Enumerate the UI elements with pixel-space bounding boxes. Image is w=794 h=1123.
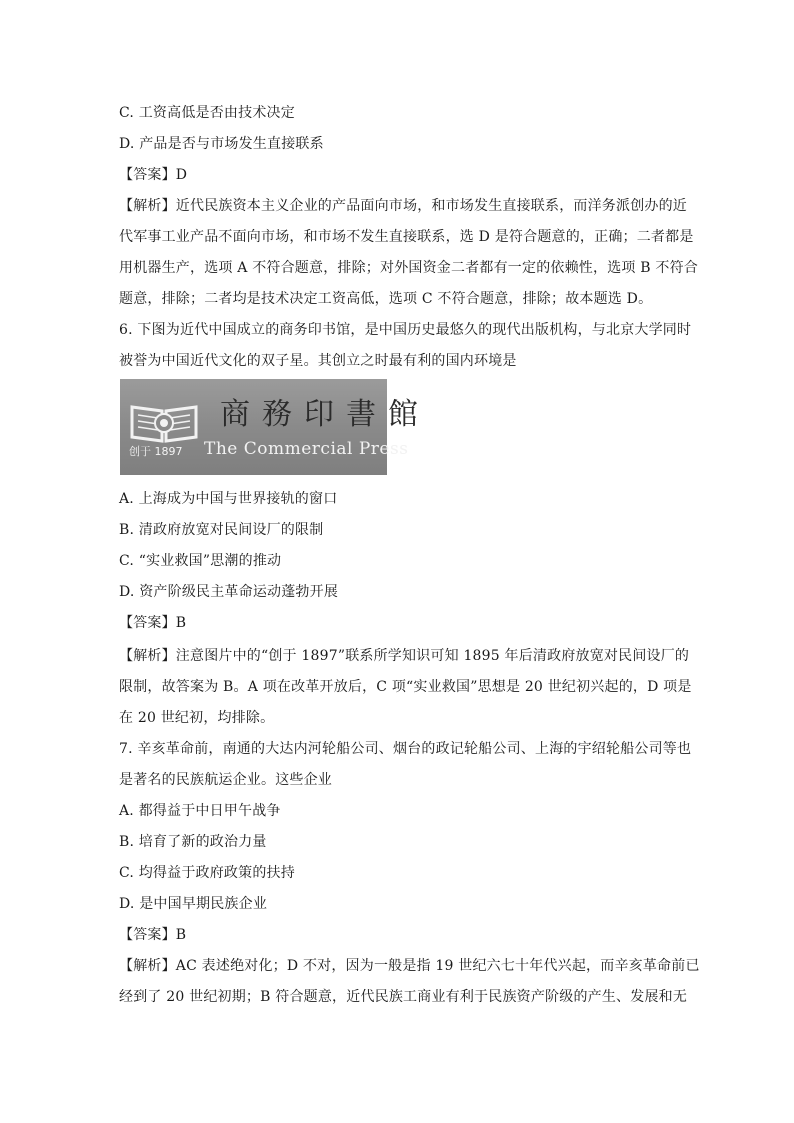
analysis-q5-line-1: 【解析】近代民族资本主义企业的产品面向市场，和市场发生直接联系，而洋务派创办的近 bbox=[119, 198, 687, 214]
analysis-q7-line-1: 【解析】AC 表述绝对化；D 不对，因为一般是指 19 世纪六七十年代兴起，而辛亥革命前已 bbox=[119, 958, 700, 974]
option-c-q5: C. 工资高低是否由技术决定 bbox=[119, 105, 295, 121]
open-book-emblem-icon bbox=[128, 401, 200, 445]
option-c-q6: C. “实业救国”思潮的推动 bbox=[119, 553, 282, 569]
question-7-line-2: 是著名的民族航运企业。这些企业 bbox=[119, 772, 332, 788]
answer-q7: 【答案】B bbox=[119, 927, 187, 943]
option-b-q7: B. 培育了新的政治力量 bbox=[119, 834, 267, 850]
option-a-q6: A. 上海成为中国与世界接轨的窗口 bbox=[119, 491, 338, 507]
question-6-line-2: 被誉为中国近代文化的双子星。其创立之时最有利的国内环境是 bbox=[119, 353, 517, 369]
answer-q5: 【答案】D bbox=[119, 167, 188, 183]
answer-q6: 【答案】B bbox=[119, 615, 187, 631]
analysis-q5-line-2: 代军事工业产品不面向市场，和市场不发生直接联系，选 D 是符合题意的，正确；二者都是 bbox=[119, 229, 694, 245]
analysis-q6-line-1: 【解析】注意图片中的“创于 1897”联系所学知识可知 1895 年后清政府放宽对民间设厂的 bbox=[119, 648, 690, 664]
analysis-q6-line-2: 限制，故答案为 B。A 项在改革开放后，C 项“实业救国”思想是 20 世纪初兴起的，D 项是 bbox=[119, 679, 692, 695]
question-7-line-1: 7. 辛亥革命前，南通的大达内河轮船公司、烟台的政记轮船公司、上海的宇绍轮船公司等也 bbox=[119, 741, 692, 757]
analysis-q7-line-2: 经到了 20 世纪初期；B 符合题意，近代民族工商业有利于民族资产阶级的产生、发展和无 bbox=[119, 989, 688, 1005]
option-d-q6: D. 资产阶级民主革命运动蓬勃开展 bbox=[119, 584, 339, 600]
option-d-q5: D. 产品是否与市场发生直接联系 bbox=[119, 136, 324, 152]
commercial-press-logo-image bbox=[120, 379, 430, 475]
option-c-q7: C. 均得益于政府政策的扶持 bbox=[119, 865, 295, 881]
logo-english-name: The Commercial Press bbox=[204, 439, 409, 459]
option-d-q7: D. 是中国早期民族企业 bbox=[119, 896, 268, 912]
question-6-line-1: 6. 下图为近代中国成立的商务印书馆，是中国历史最悠久的现代出版机构，与北京大学同时 bbox=[119, 322, 692, 338]
logo-chinese-name: 商務印書館 bbox=[220, 397, 430, 432]
analysis-q5-line-4: 题意，排除；二者均是技术决定工资高低，选项 C 不符合题意，排除；故本题选 D。 bbox=[119, 291, 653, 307]
analysis-q5-line-3: 用机器生产，选项 A 不符合题意，排除；对外国资金二者都有一定的依赖性，选项 B 不符合 bbox=[119, 260, 698, 276]
analysis-q6-line-3: 在 20 世纪初，均排除。 bbox=[119, 710, 275, 726]
option-b-q6: B. 清政府放宽对民间设厂的限制 bbox=[119, 522, 324, 538]
option-a-q7: A. 都得益于中日甲午战争 bbox=[119, 803, 281, 819]
founded-year-label: 创于 1897 bbox=[129, 445, 183, 458]
